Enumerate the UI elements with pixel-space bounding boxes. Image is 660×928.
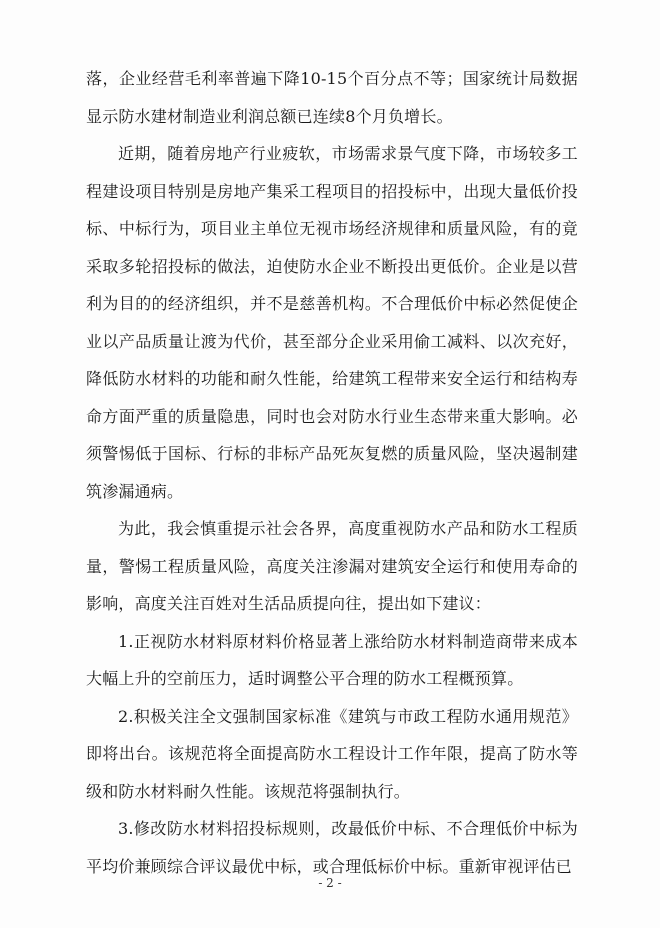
paragraph-1: 落，企业经营毛利率普遍下降10-15个百分点不等；国家统计局数据显示防水建材制造业利润总额已连续8个月负增长。 bbox=[86, 69, 578, 126]
paragraph-4: 1.正视防水材料原材料价格显著上涨给防水材料制造商带来成本大幅上升的空前压力，适时调整公平合理的防水工程概预算。 bbox=[86, 631, 578, 688]
paragraph-6: 3.修改防水材料招投标规则，改最低价中标、不合理低价中标为平均价兼顾综合评议最优中标，或合理低标价中标。重新审视评估已 bbox=[86, 819, 578, 876]
page-number: - 2 - bbox=[318, 876, 342, 890]
document-body bbox=[86, 60, 578, 885]
paragraph-5: 2.积极关注全文强制国家标准《建筑与市政工程防水通用规范》即将出台。该规范将全面提高防水工程设计工作年限，提高了防水等级和防水材料耐久性能。该规范将强制执行。 bbox=[86, 706, 578, 801]
paragraph-2: 近期，随着房地产行业疲软，市场需求景气度下降，市场较多工程建设项目特别是房地产集采工程项目的招投标中，出现大量低价投标、中标行为，项目业主单位无视市场经济规律和质量风险，有的竟采取多轮招投标的做法，迫使防水企业不断投出更低价。企业是以营利为目的的经济组织，并不是慈善机构。不合理低价中标必然促使企业以产品质量让渡为代价，甚至部分企业采用偷工减料、以次充好，降低防水材料的功能和耐久性能，给建筑工程带来安全运行和结构寿命方面严重的质量隐患，同时也会对防水行业生态带来重大影响。必须警惕低于国标、行标的非标产品死灰复燃的质量风险，坚决遏制建筑渗漏通病。 bbox=[86, 144, 578, 501]
paragraph-3: 为此，我会慎重提示社会各界，高度重视防水产品和防水工程质量，警惕工程质量风险，高度关注渗漏对建筑安全运行和使用寿命的影响，高度关注百姓对生活品质提向往，提出如下建议： bbox=[86, 519, 578, 613]
